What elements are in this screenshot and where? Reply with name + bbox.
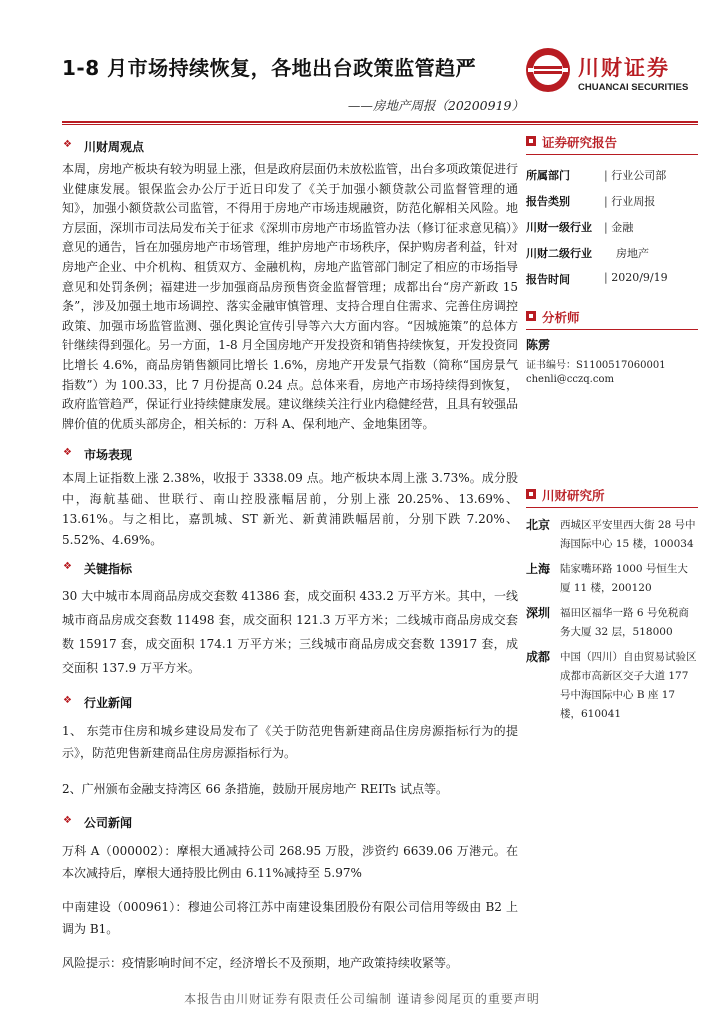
sidebar-heading-report: 证券研究报告 — [526, 132, 698, 155]
report-title: 1-8 月市场持续恢复，各地出台政策监管趋严 — [62, 56, 477, 80]
info-row-primary-industry: 川财一级行业 | 金融 — [526, 213, 698, 239]
section-heading-viewpoint: ❖ 川财周观点 — [63, 139, 145, 154]
analyst-email[interactable]: chenli@cczq.com — [526, 374, 614, 385]
analyst-cert: 证书编号：S1100517060001 — [526, 360, 666, 371]
paragraph: 本周，房地产板块有较为明显上涨，但是政府层面仍未放松监管，出台多项政策促进行业健康发展。银保监会办公厅于近日印发了《关于加强小额贷款公司监督管理的通知》，加强小额贷款公司监管，不得用于房地产市场违规融资，防范化解相关风险。地方层面，深圳市司法局发布关于征求《深圳市房地产市场监管办法（修订征求意见稿）》意见的通告，旨在加强房地产市场管理，维护房地产市场秩序，保护购房者利益，针对房地产企业、中介机构、租赁双方、金融机构，房地产监管部门制定了相应的市场指导意见和处罚条例；福建进一步加强商品房预售资金监督管理；成都出台“房产新政 15 条”，涉及加强土地市场调控、落实金融审慎管理、支持合理自住需求、完善住房调控政策、加强市场监管监测、强化舆论宣传引导等六大方面内容。“因城施策”的总体方针继续得到强化。另一方面，1-8 月全国房地产开发投资和销售持续恢复，开发投资同比增长 4.6%，商品房销售额同比增长 1.6%，房地产开发景气指数（简称“国房景气指数”）为 100.33，比 7 月份提高 0.24 点。总体来看，房地产市场持续得到恢复，政府监管趋严，保证行业持续健康发展。建议继续关注行业内稳健经营，且具有较强品牌价值的优质头部房企，相关标的：万科 A、保利地产、金地集团等。 — [62, 162, 519, 431]
paragraph: 万科 A（000002）：摩根大通减持公司 268.95 万股，涉资约 6639.06 万港元。在本次减持后，摩根大通持股比例由 6.11%减持至 5.97% — [62, 844, 518, 881]
info-row-report-date: 报告时间 | 2020/9/19 — [526, 265, 698, 291]
report-subtitle: ——房地产周报（20200919） — [347, 98, 524, 113]
square-bullet-icon — [526, 489, 536, 499]
logo-chinese-name: 川财证券 — [578, 56, 670, 80]
office-shenzhen: 深圳 福田区福华一路 6 号免税商务大厦 32 层，518000 — [526, 606, 689, 638]
diamond-bullet-icon: ❖ — [63, 695, 72, 707]
diamond-bullet-icon: ❖ — [63, 815, 72, 827]
info-row-category: 报告类别 | 行业周报 — [526, 187, 698, 213]
section-heading-market: ❖ 市场表现 — [63, 447, 133, 463]
paragraph: 中南建设（000961）：穆迪公司将江苏中南建设集团股份有限公司信用等级由 B2 上调为 B1。 — [62, 900, 518, 937]
page-footer-disclaimer: 本报告由川财证券有限责任公司编制 谨请参阅尾页的重要声明 — [184, 992, 540, 1006]
sidebar — [526, 132, 698, 724]
sidebar-heading-analyst: 分析师 — [526, 307, 698, 330]
diamond-bullet-icon: ❖ — [63, 139, 72, 150]
paragraph: 2、广州颁布金融支持湾区 66 条措施，鼓励开展房地产 REITs 试点等。 — [62, 782, 448, 797]
section-heading-company-news: ❖ 公司新闻 — [63, 815, 133, 831]
office-beijing: 北京 西城区平安里西大街 28 号中海国际中心 15 楼，100034 — [526, 518, 696, 550]
diamond-bullet-icon: ❖ — [63, 447, 72, 459]
sidebar-heading-institute: 川财研究所 — [526, 485, 698, 508]
info-row-department: 所属部门 | 行业公司部 — [526, 161, 698, 187]
diamond-bullet-icon: ❖ — [63, 561, 72, 573]
logo-english-name: CHUANCAI SECURITIES — [578, 82, 689, 93]
header-divider-thin — [62, 124, 698, 125]
paragraph: 风险提示：疫情影响时间不定，经济增长不及预期，地产政策持续收紧等。 — [62, 956, 459, 971]
paragraph: 1、 东莞市住房和城乡建设局发布了《关于防范兜售新建商品住房房源指标行为的提示》，防范兜售新建商品住房房源指标行为。 — [62, 724, 518, 761]
paragraph: 30 大中城市本周商品房成交套数 41386 套，成交面积 433.2 万平方米。其中，一线城市商品房成交套数 11498 套，成交面积 121.3 万平方米；二线城市商品房成交套数 15917 套，成交面积 174.1 万平方米；三线城市商品房成交套数 13917 套，成交面积 137.9 万平方米。 — [62, 589, 518, 676]
analyst-name: 陈雳 — [526, 338, 551, 352]
info-row-secondary-industry: 川财二级行业 房地产 — [526, 247, 649, 260]
company-logo — [524, 46, 572, 94]
office-chengdu: 成都 中国（四川）自由贸易试验区成都市高新区交子大道 177 号中海国际中心 B 座 17 楼，610041 — [526, 650, 697, 720]
logo-mark-icon — [524, 46, 572, 94]
office-shanghai: 上海 陆家嘴环路 1000 号恒生大厦 11 楼，200120 — [526, 562, 688, 594]
square-bullet-icon — [526, 311, 536, 321]
header-divider — [62, 121, 698, 123]
main-content — [62, 132, 518, 974]
square-bullet-icon — [526, 136, 536, 146]
section-heading-industry-news: ❖ 行业新闻 — [63, 695, 133, 711]
paragraph: 本周上证指数上涨 2.38%，收报于 3338.09 点。地产板块本周上涨 3.73%。成分股中，海航基础、世联行、南山控股涨幅居前，分别上涨 20.25%、13.69%、13.61%。与之相比，嘉凯城、ST 新光、新黄浦跌幅居前，分别下跌 7.20%、5.52%、4.69%。 — [62, 471, 518, 547]
section-heading-indicators: ❖ 关键指标 — [63, 561, 133, 577]
